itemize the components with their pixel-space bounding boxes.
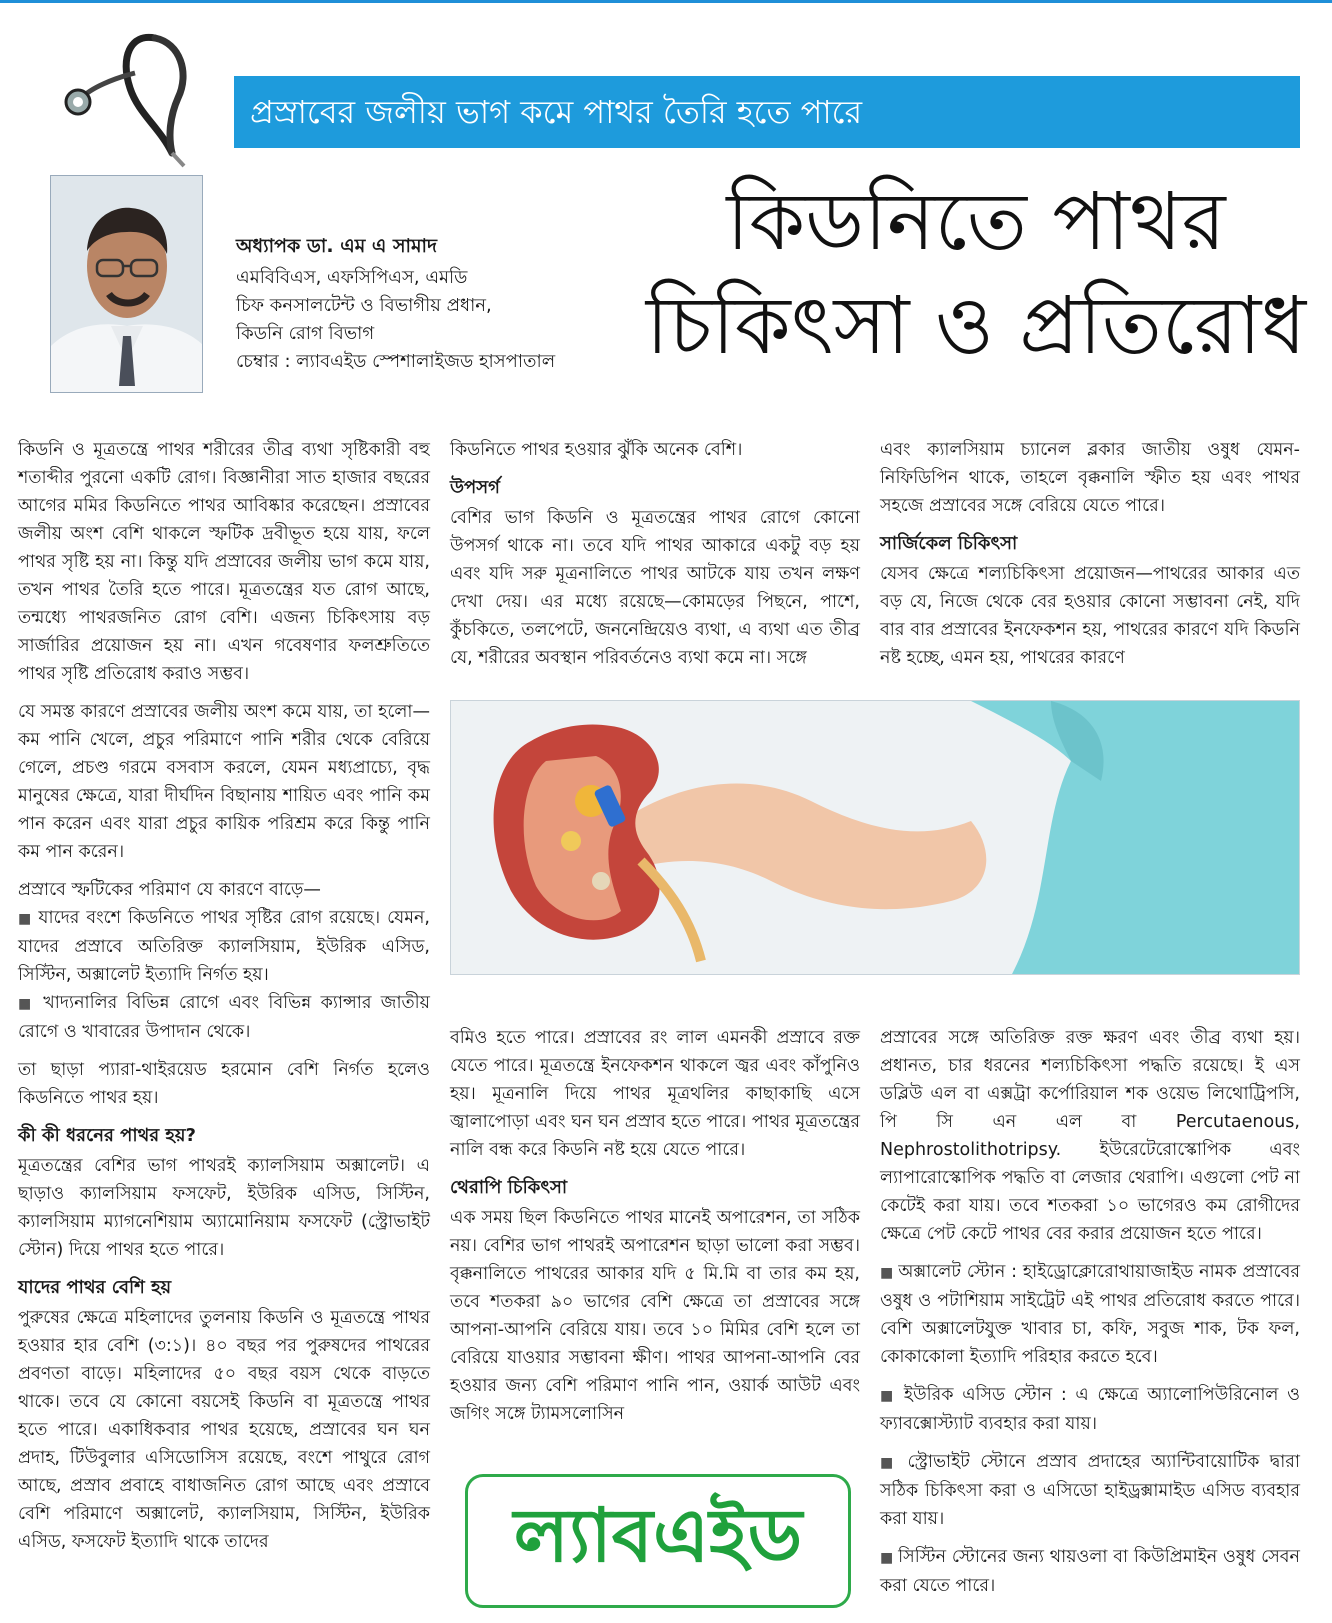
paragraph: তা ছাড়া প্যারা-থাইরয়েড হরমোন বেশি নির্গত হলেও কিডনিতে পাথর হয়। <box>18 1060 430 1108</box>
banner-subtitle: প্রস্রাবের জলীয় ভাগ কমে পাথর তৈরি হতে পারে <box>234 76 1300 148</box>
author-chamber: চেম্বার : ল্যাবএইড স্পেশালাইজড হাসপাতাল <box>236 351 556 372</box>
author-position: চিফ কনসালটেন্ট ও বিভাগীয় প্রধান, <box>236 295 492 316</box>
column-1 <box>18 436 430 1566</box>
bullet-item: ■ খাদ্যনালির বিভিন্ন রোগে এবং বিভিন্ন ক্যান্সার জাতীয় রোগে ও খাবারের উপাদান থেকে। <box>18 989 430 1046</box>
logo-text: ল্যাবএইড <box>513 1492 803 1579</box>
section-heading: যাদের পাথর বেশি হয় <box>18 1277 172 1298</box>
section-heading: থেরাপি চিকিৎসা <box>450 1177 568 1198</box>
column-2-top <box>450 436 860 682</box>
author-photo <box>50 175 203 393</box>
headline-line-2: চিকিৎসা ও প্রতিরোধ <box>645 279 1307 372</box>
section-heading: কী কী ধরনের পাথর হয়? <box>18 1125 196 1146</box>
labaid-logo <box>465 1474 851 1608</box>
author-block <box>236 232 555 376</box>
column-3-bottom <box>880 1024 1300 1610</box>
bullet-item: ■ যাদের বংশে কিডনিতে পাথর সৃষ্টির রোগ রয়েছে। যেমন, যাদের প্রস্রাবে অতিরিক্ত ক্যালসিয়াম, ইউরিক এসিড, সিস্টিন, অক্সালেট ইত্যাদি নির্গত হয়। <box>18 904 430 989</box>
headline-line-1: কিডনিতে পাথর <box>726 175 1226 268</box>
section-heading: উপসর্গ <box>450 477 500 498</box>
kidney-model-photo <box>450 700 1300 975</box>
bullet-item: ■ ইউরিক এসিড স্টোন : এ ক্ষেত্রে অ্যালোপিউরিনোল ও ফ্যাবক্সোস্ট্যাট ব্যবহার করা যায়। <box>880 1381 1300 1438</box>
author-name: অধ্যাপক ডা. এম এ সামাদ <box>236 235 438 257</box>
paragraph: যেসব ক্ষেত্রে শল্যচিকিৎসা প্রয়োজন—পাথরের আকার এত বড় যে, নিজে থেকে বের হওয়ার কোনো সম্ভাবনা নেই, যদি বার বার প্রস্রাবের ইনফেকশন হয়, পাথরের কারণে যদি কিডনি নষ্ট হচ্ছে, এমন হয়, পাথরের কারণে <box>880 564 1300 668</box>
paragraph: কিডনিতে পাথর হওয়ার ঝুঁকি অনেক বেশি। <box>450 440 743 460</box>
section-heading: সার্জিকেল চিকিৎসা <box>880 533 1018 554</box>
paragraph: পুরুষের ক্ষেত্রে মহিলাদের তুলনায় কিডনি ও মূত্রতন্ত্রে পাথর হওয়ার হার বেশি (৩:১)। ৪০ বছর পর পুরুষদের পাথরের প্রবণতা বাড়ে। মহিলাদের ৫০ বছর বয়স থেকে বাড়তে থাকে। তবে যে কোনো বয়সেই কিডনি বা মূত্রতন্ত্রে পাথর হতে পারে। একাধিকবার পাথর হয়েছে, প্রস্রাবের ঘন ঘন প্রদাহ, টিউবুলার এসিডোসিস রয়েছে, বংশে পাথুরে রোগ আছে, প্রস্রাব প্রবাহে বাধাজনিত রোগ আছে এবং প্রস্রাবে বেশি পরিমাণে অক্সালেট, ক্যালসিয়াম, সিস্টিন, ইউরিক এসিড, ফসফেট ইত্যাদি থাকে তাদের <box>18 1308 430 1552</box>
paragraph: প্রস্রাবে স্ফটিকের পরিমাণ যে কারণে বাড়ে— <box>18 880 321 900</box>
headline <box>636 170 1316 378</box>
author-degrees: এমবিবিএস, এফসিপিএস, এমডি <box>236 267 468 288</box>
column-2-bottom <box>450 1024 860 1438</box>
top-rule <box>0 0 1332 3</box>
bullet-item: ■ অক্সালেট স্টোন : হাইড্রোক্লোরোথায়াজাইড নামক প্রস্রাবের ওষুধ ও পটাশিয়াম সাইট্রেট এই পাথর প্রতিরোধ করতে পারে। বেশি অক্সালেটযুক্ত খাবার চা, কফি, সবুজ শাক, টক ফল, কোকাকোলা ইত্যাদি পরিহার করতে হবে। <box>880 1258 1300 1371</box>
bullet-item: ■ সিস্টিন স্টোনের জন্য থায়ওলা বা কিউপ্রিমাইন ওষুধ সেবন করা যেতে পারে। <box>880 1543 1300 1600</box>
author-department: কিডনি রোগ বিভাগ <box>236 323 375 344</box>
paragraph: প্রস্রাবের সঙ্গে অতিরিক্ত রক্ত ক্ষরণ এবং তীব্র ব্যথা হয়। প্রধানত, চার ধরনের শল্যচিকিৎসা পদ্ধতি রয়েছে। ই এস ডব্লিউ এল বা এক্সট্রা কর্পোরিয়াল শক ওয়েভ লিথোট্রিপসি, পি সি এন এল বা Percutaenous, Nephrostolithotripsy. ইউরেটেরোস্কোপিক এবং ল্যাপারোস্কোপিক পদ্ধতি বা লেজার থেরাপি। এগুলো পেট না কেটেই করা যায়। তবে শতকরা ১০ ভাগেরও কম রোগীদের ক্ষেত্রে পেট কেটে পাথর বের করার প্রয়োজন হতে পারে। <box>880 1028 1300 1244</box>
paragraph: এক সময় ছিল কিডনিতে পাথর মানেই অপারেশন, তা সঠিক নয়। বেশির ভাগ পাথরই অপারেশন ছাড়া ভালো করা সম্ভব। বৃক্কনালিতে পাথরের আকার যদি ৫ মি.মি বা তার কম হয়, তবে শতকরা ৯০ ভাগের বেশি ক্ষেত্রে তা প্রস্রাবের সঙ্গে আপনা-আপনি বেরিয়ে যায়। তবে ১০ মিমির বেশি হলে তা বেরিয়ে যাওয়ার সম্ভাবনা ক্ষীণ। পাথর আপনা-আপনি বের হওয়ার জন্য বেশি পরিমাণ পানি পান, ওয়ার্ক আউট এবং জগিং সঙ্গে ট্যামসলোসিন <box>450 1208 860 1424</box>
stethoscope-icon <box>60 18 210 168</box>
paragraph: এবং ক্যালসিয়াম চ্যানেল ব্লকার জাতীয় ওষুধ যেমন- নিফিডিপিন থাকে, তাহলে বৃক্কনালি স্ফীত হয় এবং পাথর সহজে প্রস্রাবের সঙ্গে বেরিয়ে যেতে পারে। <box>880 440 1300 516</box>
paragraph: বেশির ভাগ কিডনি ও মূত্রতন্ত্রের পাথর রোগে কোনো উপসর্গ থাকে না। তবে যদি পাথর আকারে একটু বড় হয় এবং যদি সরু মূত্রনালিতে পাথর আটকে যায় তখন লক্ষণ দেখা দেয়। এর মধ্যে রয়েছে—কোমড়ের পিছনে, পাশে, কুঁচকিতে, তলপেটে, জননেন্দ্রিয়েও ব্যথা, এ ব্যথা এত তীব্র যে, শরীরের অবস্থান পরিবর্তনেও ব্যথা কমে না। সঙ্গে <box>450 508 860 668</box>
column-3-top <box>880 436 1300 682</box>
paragraph: বমিও হতে পারে। প্রস্রাবের রং লাল এমনকী প্রস্রাবে রক্ত যেতে পারে। মূত্রতন্ত্রে ইনফেকশন থাকলে জ্বর এবং কাঁপুনিও হয়। মূত্রনালি দিয়ে পাথর মূত্রথলির কাছাকাছি এসে জ্বালাপোড়া এবং ঘন ঘন প্রস্রাব হতে পারে। পাথর মূত্রতন্ত্রের নালি বন্ধ করে কিডনি নষ্ট হয়ে যেতে পারে। <box>450 1028 860 1160</box>
bullet-item: ■ স্ট্রোভাইট স্টোনে প্রস্রাব প্রদাহের অ্যান্টিবায়োটিক দ্বারা সঠিক চিকিৎসা করা ও এসিডো হাইড্রক্সামাইড এসিড ব্যবহার করা যায়। <box>880 1448 1300 1533</box>
paragraph: কিডনি ও মূত্রতন্ত্রে পাথর শরীরের তীব্র ব্যথা সৃষ্টিকারী বহু শতাব্দীর পুরনো একটি রোগ। বিজ্ঞানীরা সাত হাজার বছরের আগের মমির কিডনিতে পাথর আবিষ্কার করেছেন। প্রস্রাবের জলীয় অংশ বেশি থাকলে স্ফটিক দ্রবীভূত হয়ে যায়, ফলে পাথর সৃষ্টি হয় না। কিন্তু যদি প্রস্রাবের জলীয় ভাগ কমে যায়, তখন পাথর তৈরি হতে পারে। মূত্রতন্ত্রের যত রোগ আছে, তন্মধ্যে পাথরজনিত রোগ বেশি। এজন্য চিকিৎসায় বড় সার্জারির প্রয়োজন হয় না। এখন গবেষণার ফলশ্রুতিতে পাথর সৃষ্টি প্রতিরোধ করাও সম্ভব। <box>18 440 430 684</box>
paragraph: মূত্রতন্ত্রের বেশির ভাগ পাথরই ক্যালসিয়াম অক্সালেট। এ ছাড়াও ক্যালসিয়াম ফসফেট, ইউরিক এসিড, সিস্টিন, ক্যালসিয়াম ম্যাগনেশিয়াম অ্যামোনিয়াম ফসফেট (স্ট্রোভাইট স্টোন) দিয়ে পাথর হতে পারে। <box>18 1156 430 1260</box>
paragraph: যে সমস্ত কারণে প্রস্রাবের জলীয় অংশ কমে যায়, তা হলো—কম পানি খেলে, প্রচুর পরিমাণে পানি শরীর থেকে বেরিয়ে গেলে, প্রচণ্ড গরমে বসবাস করলে, যেমন মধ্যপ্রাচ্যে, বৃদ্ধ মানুষের ক্ষেত্রে, যারা দীর্ঘদিন বিছানায় শায়িত এবং পানি কম পান করেন এবং যারা প্রচুর কায়িক পরিশ্রম করে কিন্তু পানি কম পান করেন। <box>18 702 430 862</box>
